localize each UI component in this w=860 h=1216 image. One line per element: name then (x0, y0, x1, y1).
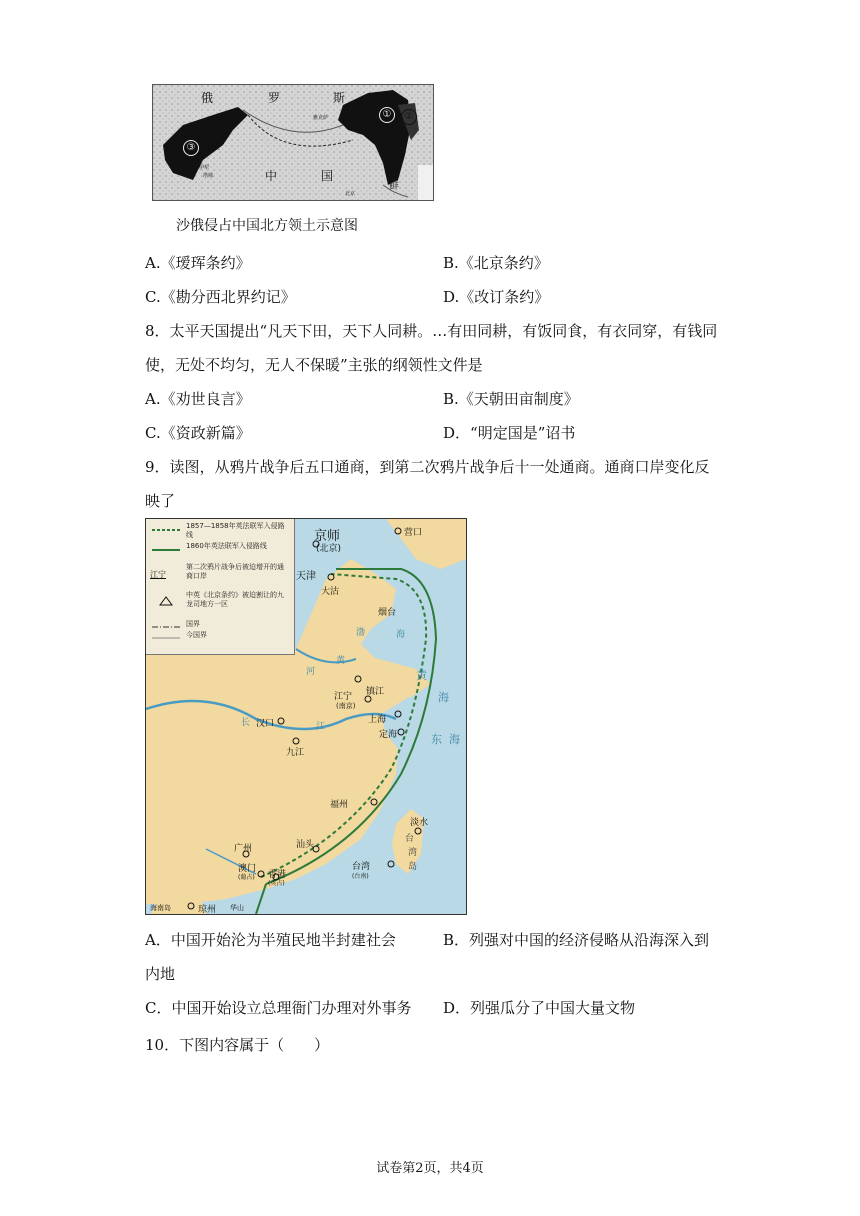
marker-1: ① (379, 107, 395, 123)
q9-stem-line1: 9．读图，从鸦片战争后五口通商，到第二次鸦片战争后十一处通商。通商口岸变化反 (145, 458, 710, 476)
legend-item-5: 国界 (186, 620, 200, 628)
legend-item-4: 中英《北京条约》被迫割让的九龙司地方一区 (186, 591, 284, 608)
tiny-label-3: 伊犁 (199, 165, 210, 171)
city-fuzhou: 福州 (330, 800, 349, 810)
q9-option-b: B．列强对中国的经济侵略从沿海深入到 (443, 931, 710, 949)
city-taiwan-note: (台南) (352, 873, 369, 880)
label-xian: 鲜 (389, 181, 399, 192)
label-chao: 朝 (389, 167, 399, 178)
label-hainan: 海南岛 (150, 904, 171, 912)
legend-dashed-route-symbol (150, 525, 182, 535)
river-he: 河 (306, 667, 316, 677)
q7-option-c: C.《勘分西北界约记》 (145, 288, 296, 306)
legend-item-3: 第二次鸦片战争后被迫增开的通商口岸 (186, 563, 284, 580)
tiny-label-1: 尼布楚 (205, 145, 221, 151)
city-jiangning: 江宁 (334, 692, 353, 702)
city-beijing: (北京) (316, 544, 342, 554)
q9-option-a: A．中国开始沦为半殖民地半封建社会 (145, 931, 396, 949)
city-danshui: 淡水 (410, 818, 429, 828)
q8-option-d: D．“明定国是”诏书 (443, 424, 576, 442)
legend-sample-city: 江宁 (150, 570, 166, 579)
marker-3: ③ (183, 140, 199, 156)
legend-solid-route-symbol (150, 545, 182, 555)
label-wan: 湾 (408, 848, 418, 858)
city-taiwan: 台湾 (352, 862, 371, 872)
label-dao: 岛 (408, 862, 418, 872)
legend-modern-border-symbol (150, 634, 182, 642)
city-tianjin: 天津 (296, 571, 316, 582)
tiny-label-4: 塔城 (203, 173, 214, 179)
water-dong: 东 (431, 733, 442, 746)
label-e2: 罗 (268, 91, 281, 105)
water-hai1: 海 (396, 630, 406, 640)
map1-caption: 沙俄侵占中国北方领土示意图 (176, 218, 358, 234)
city-yingkou: 营口 (404, 528, 423, 538)
city-xianggang-note: (英占) (268, 880, 285, 887)
city-xianggang: 香港 (268, 870, 287, 880)
city-shantou: 汕头 (296, 840, 315, 850)
river-jiang: 江 (316, 722, 326, 732)
city-dagu: 大沽 (321, 587, 340, 597)
tiny-label-5: 北京 (345, 191, 356, 197)
legend-triangle-symbol (150, 595, 182, 607)
q7-option-d: D.《改订条约》 (443, 288, 550, 306)
water-bo: 渤 (356, 628, 366, 638)
legend-border-symbol (150, 623, 182, 631)
river-huang: 黄 (336, 656, 346, 666)
city-hankou: 汉口 (256, 719, 275, 729)
q9-stem-line2: 映了 (145, 492, 176, 510)
city-aomen: 澳门 (238, 864, 257, 874)
label-huashan: 华山 (230, 904, 244, 912)
city-nanjing: (南京) (336, 702, 356, 710)
q8-option-a: A.《劝世良言》 (145, 390, 251, 408)
q7-option-b: B.《北京条约》 (443, 254, 549, 272)
label-guo: 国 (321, 169, 334, 183)
treaty-ports-map (145, 518, 467, 915)
water-hai3: 海 (449, 733, 460, 746)
city-aomen-note: (葡占) (238, 874, 255, 881)
legend-item-2: 1860年英法联军入侵路线 (186, 542, 267, 550)
label-e3: 斯 (333, 91, 346, 105)
q8-stem-line2: 使，无处不均匀，无人不保暖”主张的纲领性文件是 (145, 356, 483, 374)
city-yantai: 烟台 (378, 608, 397, 618)
label-zhong: 中 (265, 169, 278, 183)
city-jiujiang: 九江 (286, 748, 305, 758)
tiny-label-2: 雅克萨 (313, 115, 329, 121)
q9-option-c: C．中国开始设立总理衙门办理对外事务 (145, 999, 412, 1017)
city-zhenjiang: 镇江 (366, 687, 385, 697)
q9-option-d: D．列强瓜分了中国大量文物 (443, 999, 636, 1017)
legend-item-6: 今国界 (186, 631, 207, 639)
label-e1: 俄 (201, 91, 214, 105)
city-shanghai: 上海 (368, 715, 387, 725)
city-dinghai: 定海 (379, 730, 398, 740)
city-qiongzhou: 琼州 (198, 905, 217, 915)
river-chang: 长 (241, 718, 251, 728)
russia-occupation-map (152, 84, 434, 201)
water-huang: 黄 (416, 669, 427, 682)
q8-option-b: B.《天朝田亩制度》 (443, 390, 579, 408)
map-legend (146, 519, 295, 655)
legend-item-1: 1857—1858年英法联军入侵路线 (186, 522, 285, 539)
q8-stem-line1: 8．太平天国提出“凡天下田，天下人同耕。…有田同耕，有饭同食，有衣同穿，有钱同 (145, 322, 718, 340)
q10-stem: 10．下图内容属于（ ） (145, 1036, 330, 1054)
marker-2: ② (401, 109, 417, 125)
page-footer: 试卷第2页，共4页 (376, 1161, 484, 1176)
q8-option-c: C.《资政新篇》 (145, 424, 251, 442)
city-guangzhou: 广州 (234, 844, 253, 854)
q9-option-b-continued: 内地 (145, 965, 176, 983)
label-tai: 台 (405, 834, 415, 844)
city-jingshi: 京师 (314, 529, 341, 544)
q7-option-a: A.《瑷珲条约》 (145, 254, 251, 272)
water-hai2: 海 (438, 691, 449, 704)
